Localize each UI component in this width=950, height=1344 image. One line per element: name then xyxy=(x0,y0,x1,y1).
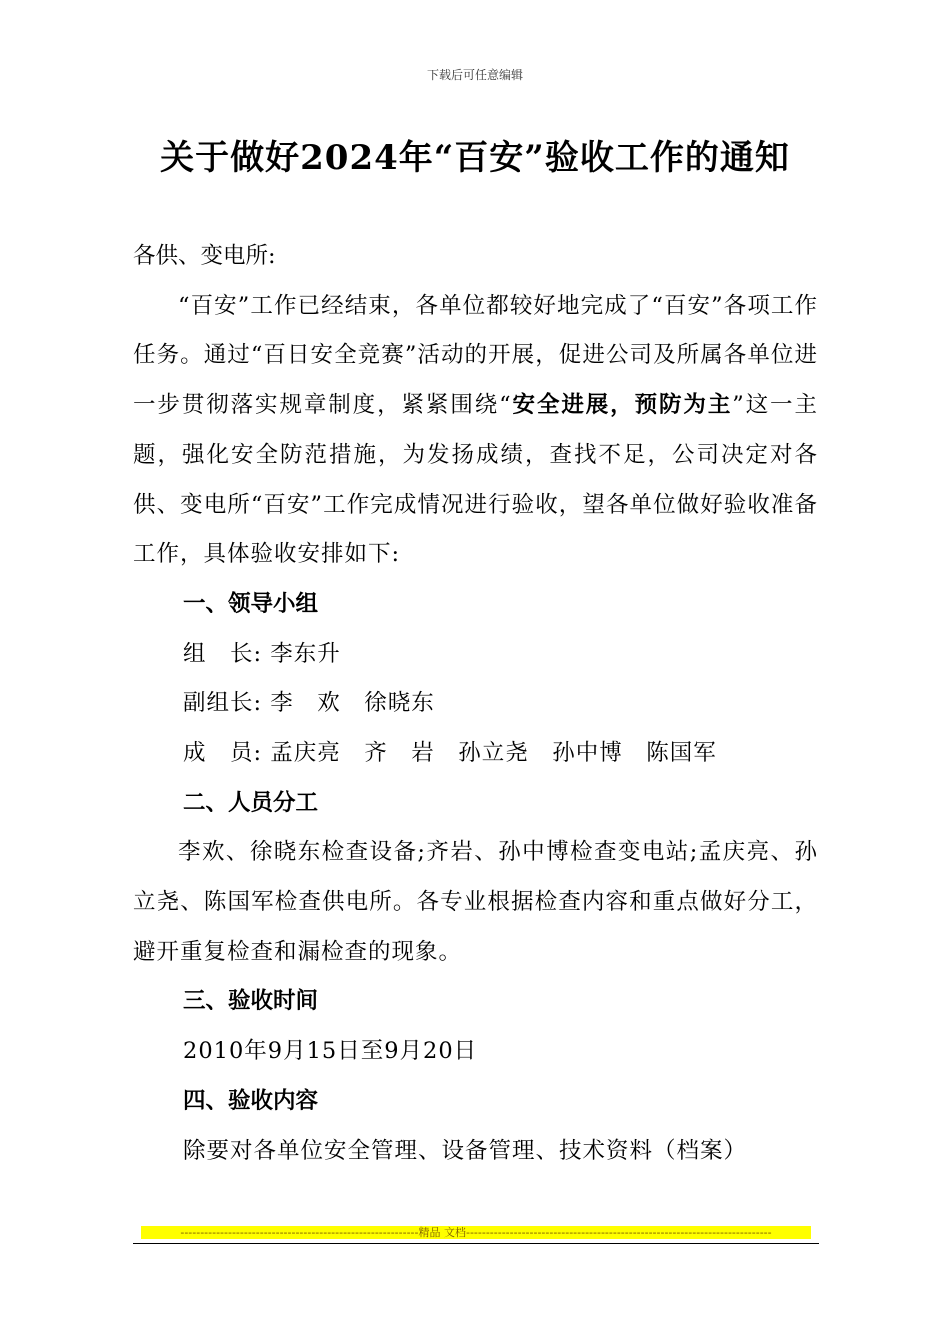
footer-divider xyxy=(133,1243,819,1244)
document-body xyxy=(133,232,818,1176)
document-title: 关于做好2024年“百安”验收工作的通知 xyxy=(160,138,790,178)
section-heading-division: 二、人员分工 xyxy=(183,789,319,816)
deputy-line: 副组长: 李 欢 徐晓东 xyxy=(183,690,435,717)
footer-watermark-bar: ------------------------------------------------------------精品 文档----------------------------------------------------------------------------- xyxy=(141,1226,811,1239)
section-heading-leadership: 一、领导小组 xyxy=(183,590,319,617)
section-heading-content: 四、验收内容 xyxy=(183,1087,319,1114)
intro-theme-bold: 安全进展，预防为主 xyxy=(511,392,733,419)
intro-text-2: ”这一主题，强化安全防范措施，为发扬成绩，查找不足，公司决定对各供、变电所“百安”工作完成情况进行验收，望各单位做好验收准备工作，具体验收安排如下: xyxy=(133,392,818,568)
division-paragraph: 李欢、徐晓东检查设备;齐岩、孙中博检查变电站;孟庆亮、孙立尧、陈国军检查供电所。各专业根据检查内容和重点做好分工，避开重复检查和漏检查的现象。 xyxy=(133,839,818,965)
intro-text-1: “百安”工作已经结束，各单位都较好地完成了“百安”各项工作任务。通过“百日安全竞赛”活动的开展，促进公司及所属各单位进一步贯彻落实规章制度，紧紧围绕“ xyxy=(133,292,818,419)
intro-paragraph xyxy=(133,282,818,580)
header-note: 下载后可任意编辑 xyxy=(426,68,523,82)
salutation: 各供、变电所: xyxy=(133,243,276,269)
section-heading-time: 三、验收时间 xyxy=(183,988,319,1015)
content-line: 除要对各单位安全管理、设备管理、技术资料（档案） xyxy=(183,1137,748,1164)
members-line: 成 员: 孟庆亮 齐 岩 孙立尧 孙中博 陈国军 xyxy=(183,739,717,766)
leader-line: 组 长: 李东升 xyxy=(183,640,341,667)
time-line: 2010年9月15日至9月20日 xyxy=(183,1038,478,1065)
